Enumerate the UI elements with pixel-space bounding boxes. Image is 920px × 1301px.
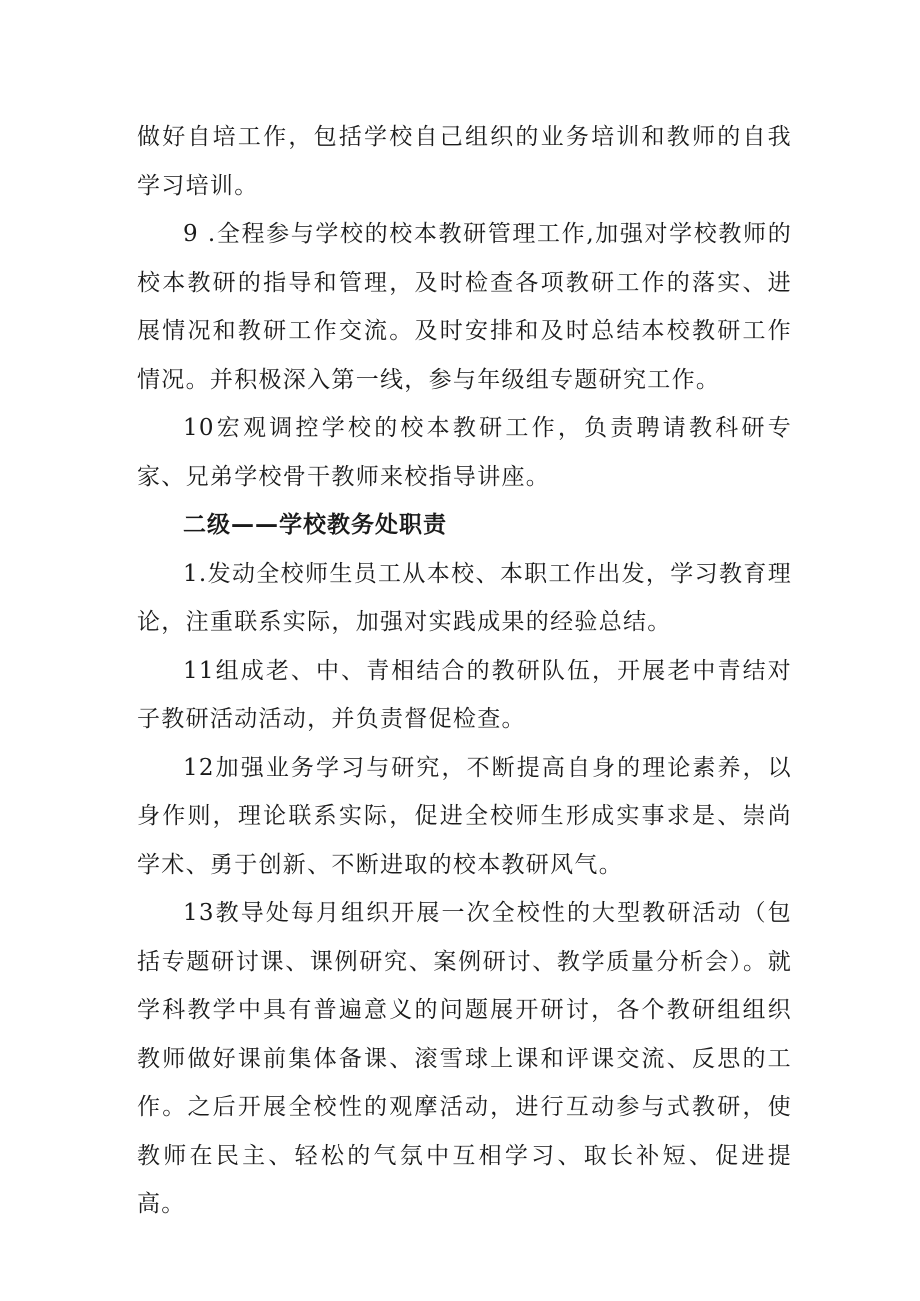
document-body — [137, 113, 792, 1229]
section-heading: 二级——学校教务处职责 — [183, 512, 447, 538]
paragraph-item-9: 9 .全程参与学校的校本教研管理工作,加强对学校教师的校本教研的指导和管理，及时检查各项教研工作的落实、进展情况和教研工作交流。及时安排和及时总结本校教研工作情况。并积极深入第一线，参与年级组专题研究工作。 — [137, 221, 792, 393]
paragraph-item-10: 10宏观调控学校的校本教研工作，负责聘请教科研专家、兄弟学校骨干教师来校指导讲座。 — [137, 415, 792, 490]
paragraph-item-1: 1.发动全校师生员工从本校、本职工作出发，学习教育理论，注重联系实际，加强对实践成果的经验总结。 — [137, 560, 792, 635]
paragraph-item-11: 11组成老、中、青相结合的教研队伍，开展老中青结对子教研活动活动，并负责督促检查。 — [137, 657, 792, 732]
paragraph-self-training: 做好自培工作，包括学校自己组织的业务培训和教师的自我学习培训。 — [137, 124, 792, 199]
paragraph-item-13: 13教导处每月组织开展一次全校性的大型教研活动（包括专题研讨课、课例研究、案例研讨、教学质量分析会）。就学科教学中具有普遍意义的问题展开研讨，各个教研组组织教师做好课前集体备课、滚雪球上课和评课交流、反思的工作。之后开展全校性的观摩活动，进行互动参与式教研，使教师在民主、轻松的气氛中互相学习、取长补短、促进提高。 — [137, 900, 792, 1217]
paragraph-item-12: 12加强业务学习与研究，不断提高自身的理论素养，以身作则，理论联系实际，促进全校师生形成实事求是、崇尚学术、勇于创新、不断进取的校本教研风气。 — [137, 754, 792, 878]
